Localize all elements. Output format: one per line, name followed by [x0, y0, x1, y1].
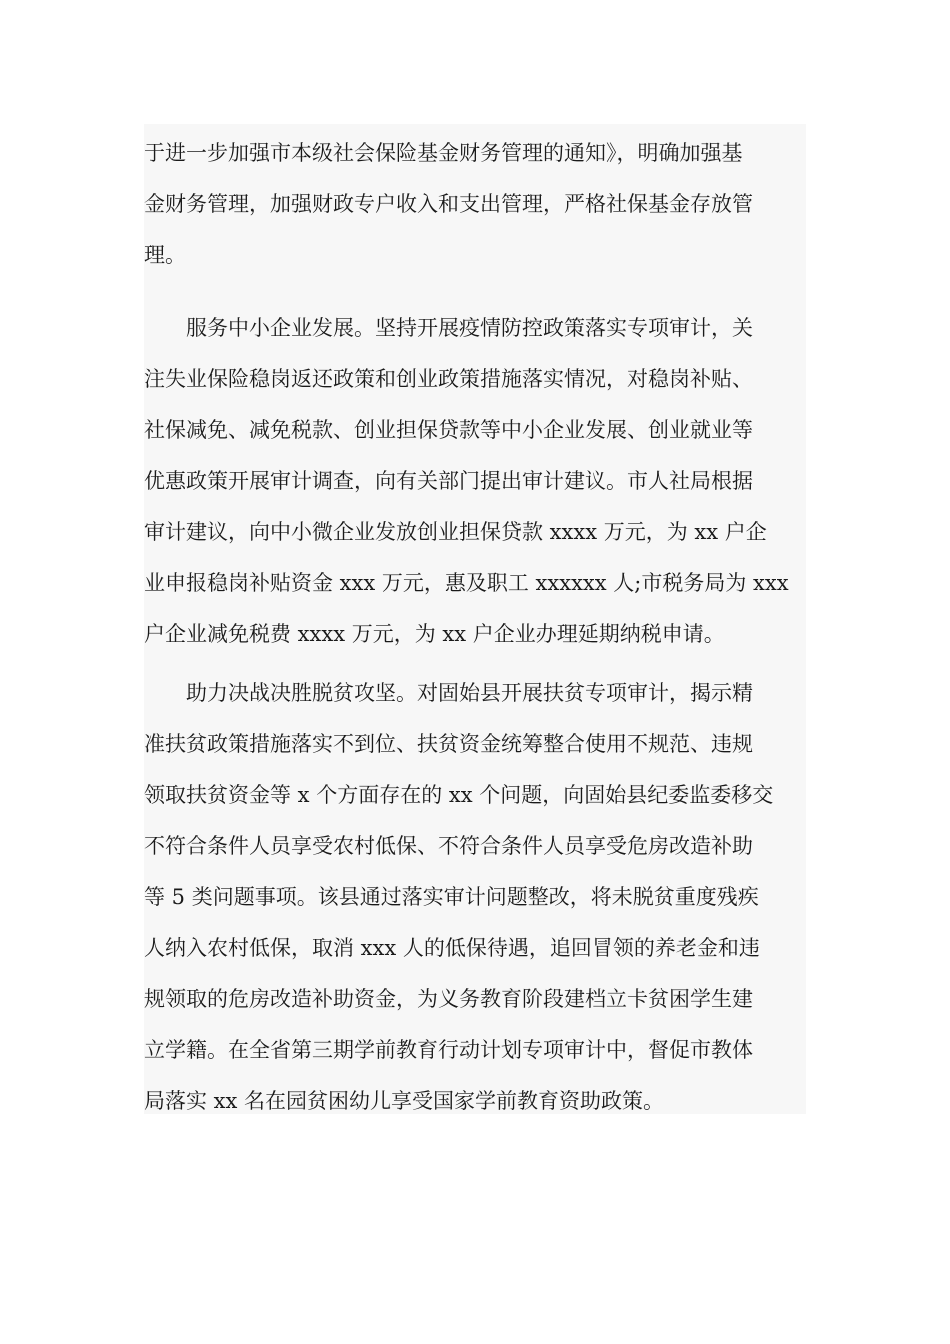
paragraph-fund-management [144, 128, 806, 281]
text-line: 局落实 xx 名在园贫困幼儿享受国家学前教育资助政策。 [144, 1089, 665, 1113]
paragraph-sme-development [144, 303, 806, 660]
text-line: 服务中小企业发展。坚持开展疫情防控政策落实专项审计，关 [144, 316, 753, 340]
text-line: 社保减免、减免税款、创业担保贷款等中小企业发展、创业就业等 [144, 418, 753, 442]
text-line: 金财务管理，加强财政专户收入和支出管理，严格社保基金存放管 [144, 192, 753, 216]
text-line: 优惠政策开展审计调查，向有关部门提出审计建议。市人社局根据 [144, 469, 753, 493]
text-line: 于进一步加强市本级社会保险基金财务管理的通知》，明确加强基 [144, 141, 743, 165]
paragraph-poverty-alleviation [144, 668, 806, 1127]
text-line: 人纳入农村低保，取消 xxx 人的低保待遇，追回冒领的养老金和违 [144, 936, 760, 960]
text-line: 不符合条件人员享受农村低保、不符合条件人员享受危房改造补助 [144, 834, 753, 858]
text-line: 等 5 类问题事项。该县通过落实审计问题整改，将未脱贫重度残疾 [144, 885, 759, 909]
text-line: 助力决战决胜脱贫攻坚。对固始县开展扶贫专项审计，揭示精 [144, 681, 753, 705]
text-line: 户企业减免税费 xxxx 万元，为 xx 户企业办理延期纳税申请。 [144, 622, 725, 646]
text-line: 业申报稳岗补贴资金 xxx 万元，惠及职工 xxxxxx 人;市税务局为 xxx [144, 571, 789, 595]
text-line: 领取扶贫资金等 x 个方面存在的 xx 个问题，向固始县纪委监委移交 [144, 783, 774, 807]
text-line: 准扶贫政策措施落实不到位、扶贫资金统筹整合使用不规范、违规 [144, 732, 753, 756]
text-line: 规领取的危房改造补助资金，为义务教育阶段建档立卡贫困学生建 [144, 987, 753, 1011]
text-line: 立学籍。在全省第三期学前教育行动计划专项审计中，督促市教体 [144, 1038, 753, 1062]
document-text-block [144, 124, 806, 1114]
text-line: 审计建议，向中小微企业发放创业担保贷款 xxxx 万元，为 xx 户企 [144, 520, 767, 544]
text-line: 理。 [144, 243, 186, 267]
text-line: 注失业保险稳岗返还政策和创业政策措施落实情况，对稳岗补贴、 [144, 367, 753, 391]
